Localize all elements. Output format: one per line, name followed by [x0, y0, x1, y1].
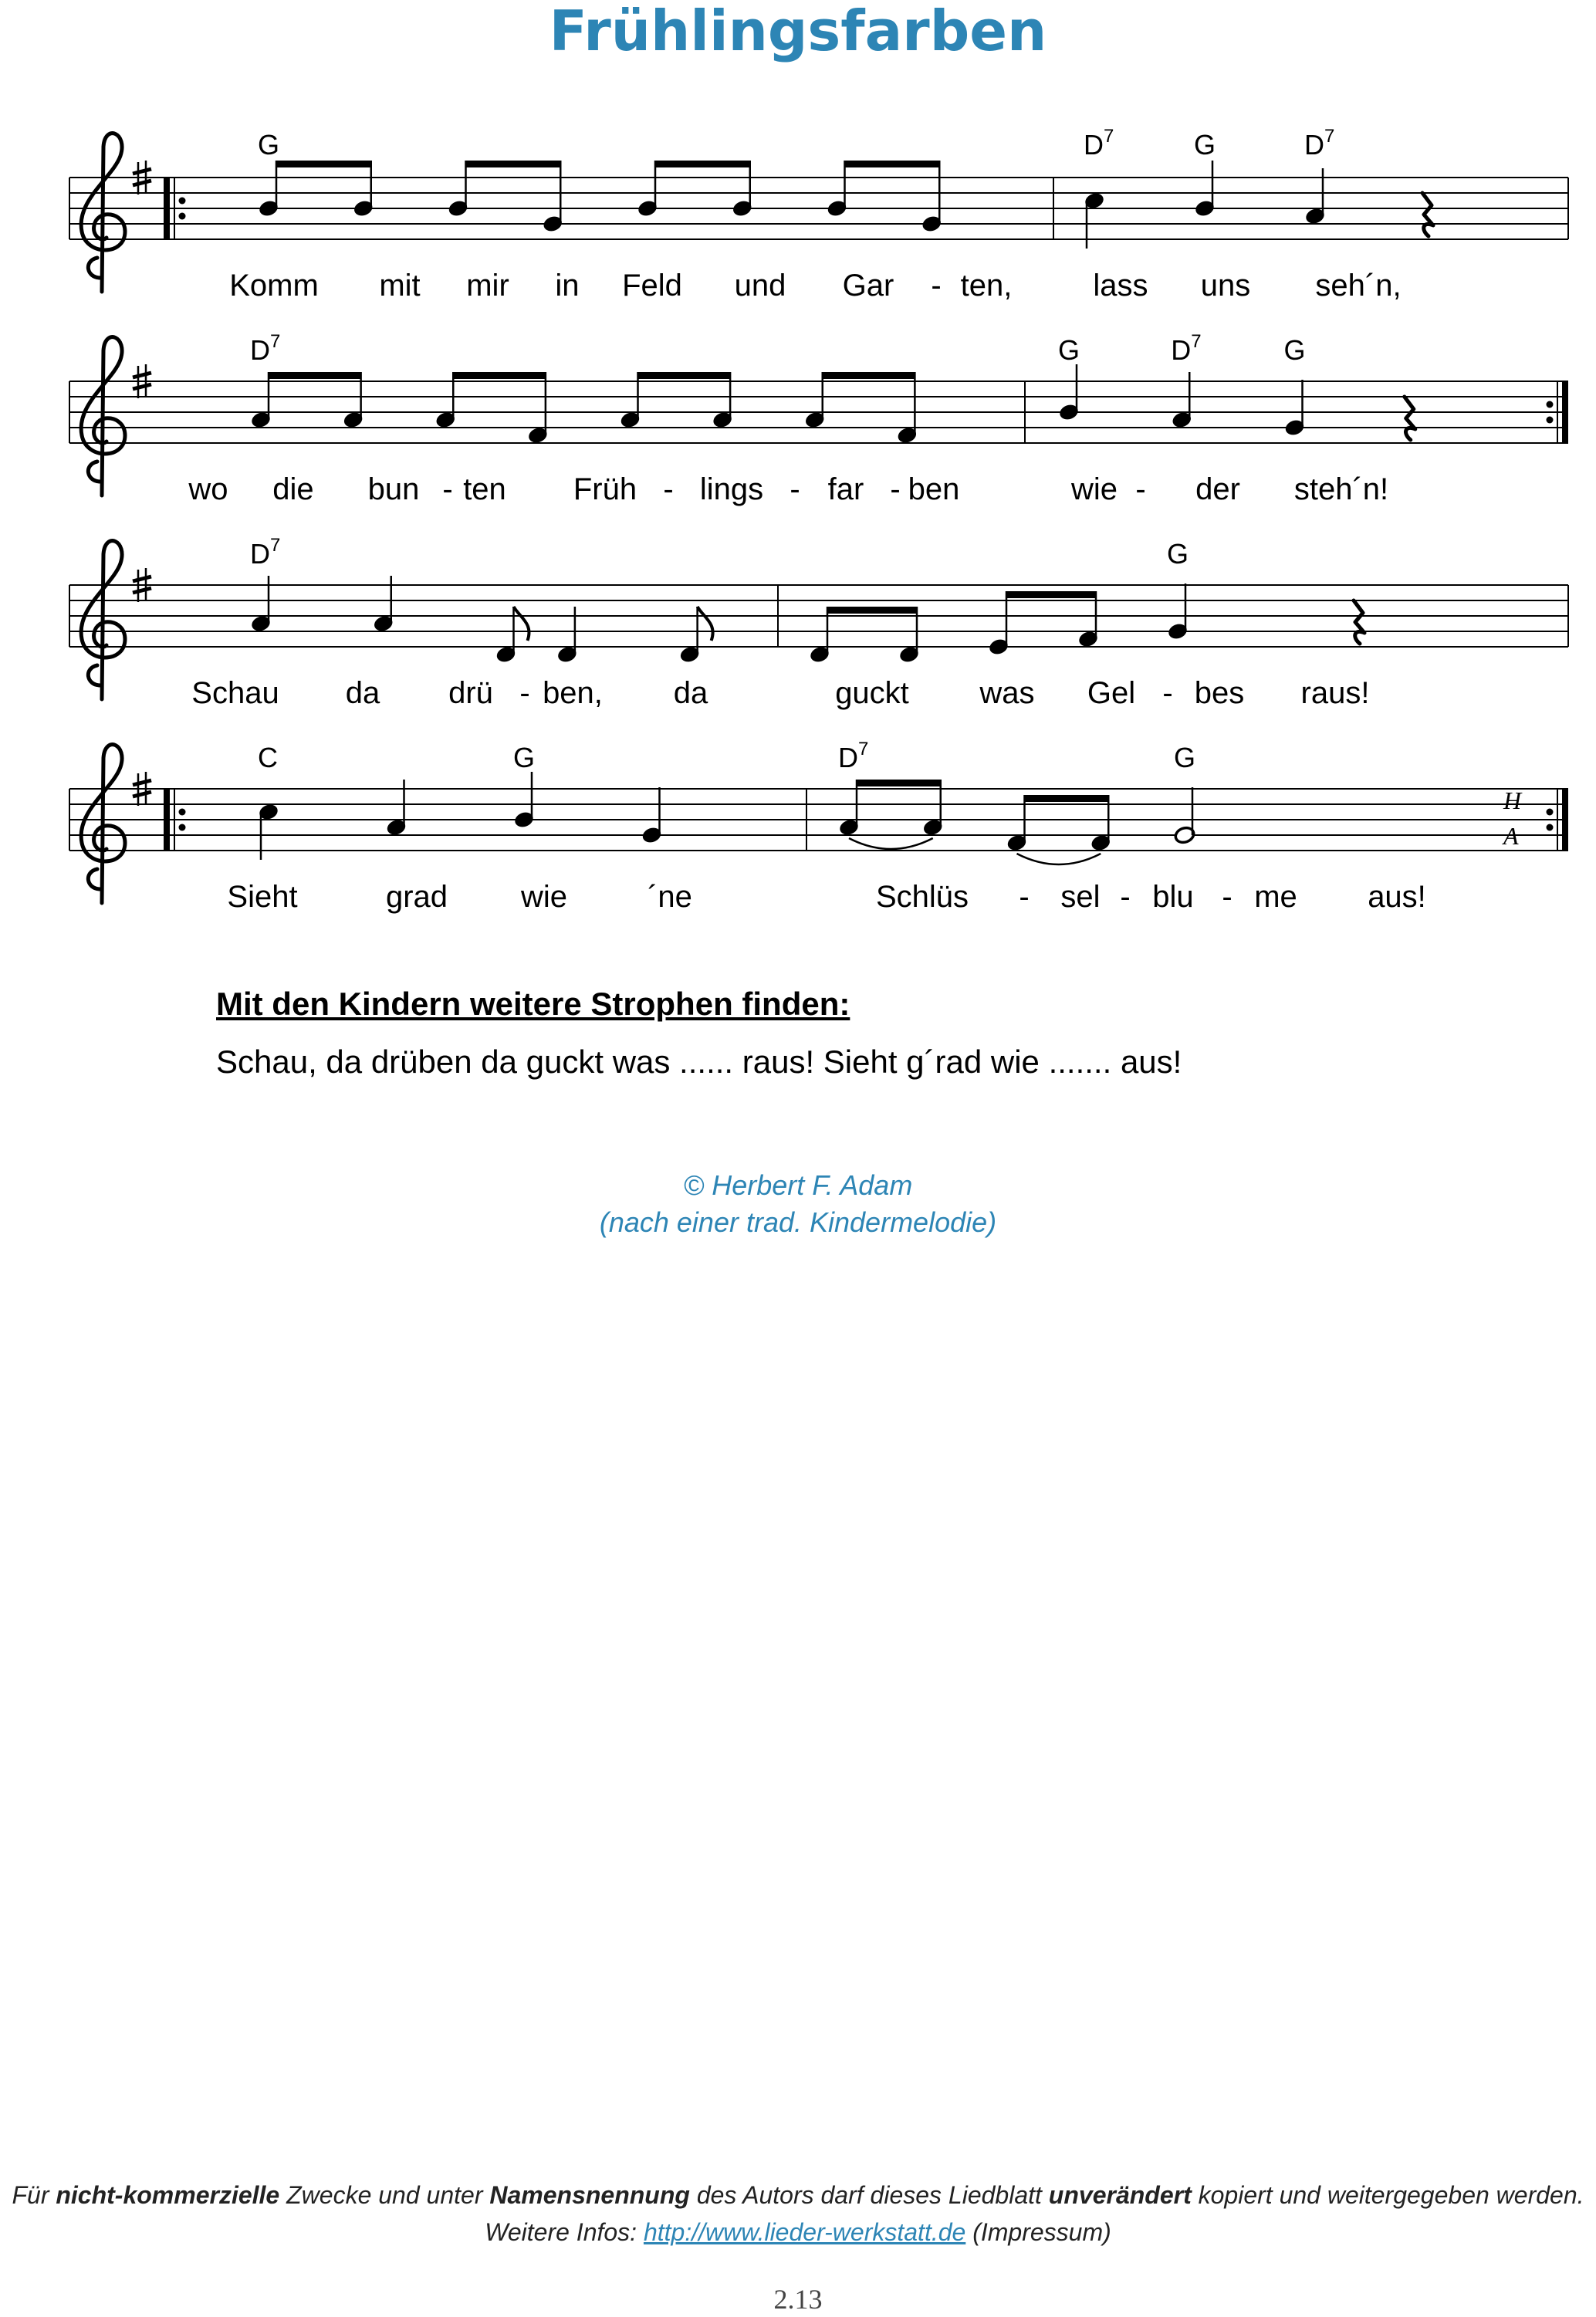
lyric-syllable: Gel — [1087, 676, 1136, 710]
footer-info: Weitere Infos: http://www.lieder-werkstatt.de (Impressum) — [485, 2218, 1111, 2246]
treble-clef-icon — [81, 745, 125, 903]
repeat-dot — [179, 198, 186, 205]
verse-text: Schau, da drüben da guckt was ...... raus! Sieht g´rad wie ....... aus! — [216, 1043, 1182, 1080]
lyric-syllable: grad — [385, 880, 448, 914]
chord-symbol — [1084, 126, 1114, 161]
lyric-syllable: - — [931, 269, 942, 303]
treble-clef-icon — [81, 337, 125, 496]
lyric-syllable: Früh — [573, 472, 637, 506]
lyric-syllable: far — [827, 472, 864, 506]
lyric-syllable: der — [1195, 472, 1240, 506]
beam — [453, 372, 546, 379]
lyric-syllable: me — [1254, 880, 1297, 914]
lyric-syllable: Komm — [229, 269, 319, 303]
lyric-syllable: wie — [520, 880, 568, 914]
page-title: Frühlingsfarben — [549, 0, 1047, 63]
beam — [638, 372, 731, 379]
beam — [827, 607, 917, 614]
lyric-syllable: in — [555, 269, 580, 303]
chord-root: G — [258, 129, 280, 161]
chord-symbol — [1171, 331, 1201, 366]
lyric-syllable: ben, — [543, 676, 603, 710]
chord-root: D — [1171, 334, 1192, 366]
lyric-syllable: guckt — [835, 676, 909, 710]
beam — [1006, 591, 1096, 598]
chord-extension: 7 — [1104, 126, 1114, 147]
lyric-syllable: da — [345, 676, 380, 710]
treble-clef-icon — [81, 134, 125, 292]
repeat-dot — [1547, 809, 1554, 816]
lyric-syllable: steh´n! — [1293, 472, 1389, 506]
chord-root: G — [1167, 538, 1189, 570]
chord-root: G — [1194, 129, 1216, 161]
verse-heading: Mit den Kindern weitere Strophen finden: — [216, 986, 850, 1022]
lyric-syllable: - — [1019, 880, 1030, 914]
chord-root: D — [838, 742, 858, 773]
credit — [0, 1167, 1596, 1241]
chord-symbol — [1167, 538, 1189, 570]
beam — [655, 161, 750, 167]
lyric-syllable: ten — [463, 472, 506, 506]
lyric-syllable: Feld — [622, 269, 682, 303]
lyric-syllable: ten, — [960, 269, 1013, 303]
chord-extension: 7 — [1324, 126, 1335, 147]
chord-root: D — [250, 334, 270, 366]
rest-icon — [1405, 397, 1415, 440]
note-flag — [698, 607, 713, 641]
beam — [857, 780, 941, 786]
note-flag — [514, 607, 529, 641]
lyric-syllable: wo — [188, 472, 228, 506]
tie — [849, 838, 933, 849]
beam — [823, 372, 915, 379]
treble-clef-icon — [81, 541, 125, 699]
lyric-syllable: sel — [1060, 880, 1101, 914]
lyric-syllable: - — [442, 472, 453, 506]
website-link[interactable]: http://www.lieder-werkstatt.de — [643, 2218, 966, 2246]
rest-icon — [1422, 193, 1433, 236]
chord-root: G — [1174, 742, 1196, 773]
lyric-syllable: seh´n, — [1315, 269, 1402, 303]
ending-mark: A — [1503, 822, 1519, 850]
lyric-syllable: - — [1120, 880, 1131, 914]
lyric-syllable: die — [272, 472, 314, 506]
lyric-syllable: lings — [699, 472, 764, 506]
lyric-syllable: - — [1135, 472, 1146, 506]
repeat-dot — [1547, 824, 1554, 831]
chord-extension: 7 — [270, 535, 281, 556]
lyric-syllable: blu — [1152, 880, 1194, 914]
chord-symbol — [258, 742, 278, 773]
lyric-syllable: aus! — [1368, 880, 1426, 914]
credit-author: © Herbert F. Adam — [683, 1169, 913, 1201]
ending-mark: H — [1503, 786, 1522, 814]
lyric-syllable: da — [673, 676, 708, 710]
chord-symbol — [1194, 129, 1216, 161]
lyric-syllable: uns — [1200, 269, 1251, 303]
chord-symbol — [250, 331, 280, 366]
lyric-syllable: Schau — [191, 676, 279, 710]
lyric-syllable: Gar — [842, 269, 894, 303]
lyric-syllable: bes — [1194, 676, 1245, 710]
beam — [276, 161, 371, 167]
lyric-syllable: Schlüs — [875, 880, 969, 914]
lyric-syllable: mir — [466, 269, 509, 303]
lyric-syllable: mit — [379, 269, 421, 303]
lyric-syllable: lass — [1093, 269, 1148, 303]
chord-symbol — [1304, 126, 1334, 161]
chord-root: D — [250, 538, 270, 570]
lyric-syllable: wie — [1070, 472, 1118, 506]
rest-icon — [1354, 600, 1364, 644]
chord-symbol — [1058, 334, 1080, 366]
chord-symbol — [513, 742, 535, 773]
footer — [0, 2177, 1596, 2251]
lyric-syllable: - — [890, 472, 901, 506]
lyric-syllable: - — [790, 472, 800, 506]
beam — [269, 372, 361, 379]
page-number: 2.13 — [773, 2284, 823, 2315]
footer-license: Für nicht-kommerzielle Zwecke und unter Namensnennung des Autors darf dieses Liedblatt unverändert kopiert und weitergegeben werden. — [12, 2181, 1584, 2209]
lyric-syllable: ´ne — [648, 880, 692, 914]
beam — [466, 161, 561, 167]
chord-symbol — [1174, 742, 1195, 773]
beam — [845, 161, 940, 167]
lyric-syllable: ben — [908, 472, 960, 506]
chord-root: G — [513, 742, 536, 773]
chord-symbol — [838, 739, 868, 773]
lyric-syllable: - — [1162, 676, 1173, 710]
chord-root: G — [1058, 334, 1080, 366]
lyric-syllable: bun — [367, 472, 420, 506]
repeat-dot — [179, 824, 186, 831]
repeat-dot — [179, 809, 186, 816]
lyric-syllable: drü — [448, 676, 493, 710]
chord-extension: 7 — [270, 331, 281, 352]
chord-symbol — [1284, 334, 1306, 366]
chord-extension: 7 — [858, 739, 869, 759]
chord-symbol — [258, 129, 279, 161]
repeat-dot — [1547, 417, 1554, 424]
lyric-syllable: - — [519, 676, 530, 710]
lyric-syllable: - — [663, 472, 674, 506]
beam — [1025, 795, 1109, 802]
music-score — [0, 0, 1596, 926]
lyric-syllable: Sieht — [227, 880, 298, 914]
staff-system — [69, 331, 1568, 506]
lyric-syllable: was — [979, 676, 1035, 710]
staff-system — [69, 126, 1568, 303]
chord-extension: 7 — [1191, 331, 1202, 352]
chord-root: D — [1084, 129, 1104, 161]
repeat-dot — [1547, 401, 1554, 408]
staff-system — [69, 739, 1568, 914]
lyric-syllable: raus! — [1300, 676, 1370, 710]
credit-source: (nach einer trad. Kindermelodie) — [599, 1206, 997, 1238]
chord-root: C — [258, 742, 278, 773]
repeat-dot — [179, 213, 186, 220]
chord-root: D — [1304, 129, 1324, 161]
tie — [1017, 854, 1101, 864]
lyric-syllable: und — [734, 269, 786, 303]
chord-symbol — [250, 535, 280, 570]
lyric-syllable: - — [1222, 880, 1233, 914]
chord-root: G — [1283, 334, 1306, 366]
staff-system — [69, 535, 1568, 710]
